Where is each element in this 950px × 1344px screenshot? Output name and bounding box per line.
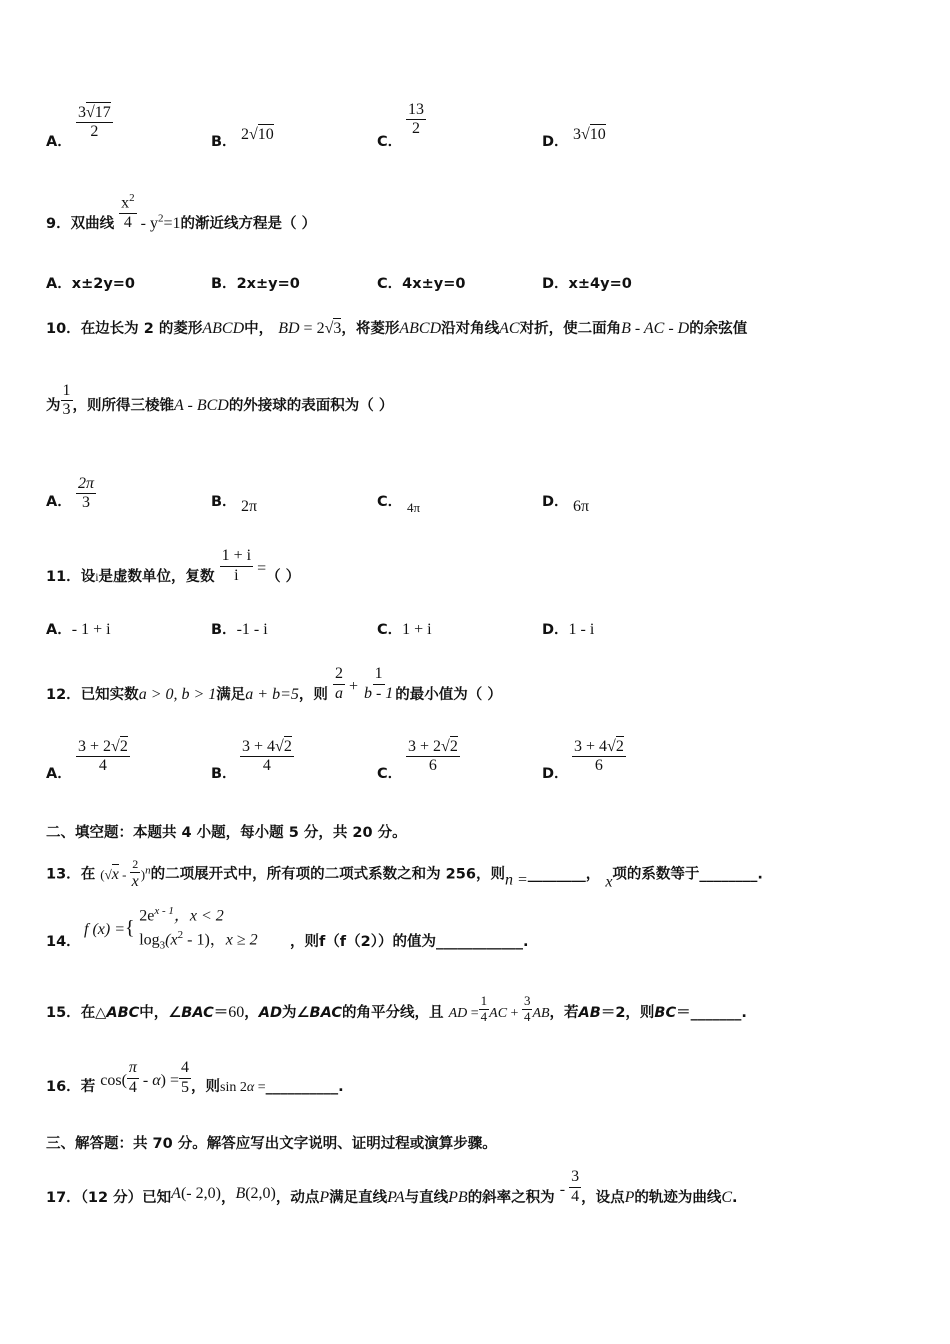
q10-option-c-label: C． <box>377 494 403 510</box>
q14-number: 14． <box>46 934 81 950</box>
section2-title: 二、填空题：本题共 4 小题，每小题 5 分，共 20 分。 <box>46 825 407 841</box>
q14-stem: ，则f（f（2））的值为____________. <box>290 934 529 950</box>
q10-option-c-value: 4π <box>407 500 421 515</box>
q11-option-b: B．-1 - i <box>211 621 268 638</box>
q9-stem: 9．双曲线 $\frac{x^2}{4}$ - $y^2=1$的渐近线方程是（ ） <box>46 191 317 232</box>
q12-option-b-label: B． <box>211 766 237 782</box>
q12-option-d-label: D． <box>542 766 569 782</box>
q10-option-b-label: B． <box>211 494 237 510</box>
q8-option-a-value <box>76 104 113 142</box>
q8-option-a-fraction: $\frac{3√17}{2}$ <box>78 104 111 141</box>
q9-option-b: B．2x±y=0 <box>211 276 300 292</box>
q9-number: 9． <box>46 216 71 232</box>
q8-option-c-value: $\frac{13}{2}$ <box>408 101 424 138</box>
q13-stem: 13．在 (√x - $\frac{2}{x}$ )$^n$的二项展开式中，所有项的二项式系数之和为 256，则n =________， x项的系数等于________. <box>46 857 763 891</box>
q11-option-d: D．1 - i <box>542 621 595 638</box>
q10-stem-line2: 为 $\frac{1}{3}$ ，则所得三棱锥A - BCD的外接球的表面积为（ ） <box>46 382 394 419</box>
q11-option-c: C．1 + i <box>377 621 432 638</box>
q12-stem: 12．已知实数a > 0, b > 1满足a + b=5，则 $\frac{2}{a}$ + $\frac{1}{b - 1}$ 的最小值为（ ） <box>46 665 502 703</box>
q12-option-c-label: C． <box>377 766 403 782</box>
q12-option-a-value: $\frac{3 + 2√2}{4}$ <box>78 738 128 775</box>
q9-formula: $\frac{x^2}{4}$ <box>121 191 135 231</box>
q11-option-a: A．- 1 + i <box>46 621 111 638</box>
q9-stem-pre: 双曲线 <box>70 216 115 232</box>
q17-stem: 17．（12 分）已知A(- 2,0)，B(2,0)，动点P满足直线PA与直线PB的斜率之积为 - $\frac{3}{4}$ ，设点P的轨迹为曲线C. <box>46 1168 738 1206</box>
q12-option-a-label: A． <box>46 766 72 782</box>
q15-stem: 15．在△ABC中，∠BAC＝60，AD为∠BAC的角平分线，且 AD = $\frac{1}{4}$ AC + $\frac{3}{4}$ AB，若AB＝2，则BC＝_______. <box>46 992 747 1024</box>
q10-option-d-value: 6π <box>573 498 590 515</box>
q8-option-d-value: 3√10 <box>573 126 606 143</box>
q10-option-b-value: 2π <box>241 498 258 515</box>
q10-option-d-label: D． <box>542 494 569 510</box>
q8-option-b-label: B． <box>211 134 237 150</box>
q11-stem: 11．设i是虚数单位，复数 $\frac{1 + i}{i}$ =（ ） <box>46 547 301 585</box>
q9-option-d: D．x±4y=0 <box>542 276 632 292</box>
q9-option-c: C．4x±y=0 <box>377 276 466 292</box>
q14-piecewise-function: f (x) ={ $2e^{x - 1}$，x < 2 $\log_3(x^2 - 1)$，x ≥ 2 <box>84 905 258 952</box>
q8-option-a-label: A． <box>46 134 72 150</box>
q9-stem-post: 的渐近线方程是（ ） <box>180 216 317 232</box>
q8-option-c-label: C． <box>377 134 403 150</box>
section3-title: 三、解答题：共 70 分。解答应写出文字说明、证明过程或演算步骤。 <box>46 1136 497 1152</box>
q8-option-d-label: D． <box>542 134 569 150</box>
q10-stem-line1: 10．在边长为 2 的菱形ABCD中， BD = 2√3，将菱形ABCD沿对角线AC对折，使二面角B - AC - D的余弦值 <box>46 320 748 337</box>
q16-stem: 16．若 cos( $\frac{\pi}{4}$ - α) = $\frac{4}{5}$ ，则sin 2α =__________. <box>46 1059 344 1096</box>
q12-option-d-value: $\frac{3 + 4√2}{6}$ <box>574 738 624 775</box>
q8-option-b-value: 2√10 <box>241 126 274 143</box>
q10-option-a-value: $\frac{2\pi}{3}$ <box>78 475 95 512</box>
q12-option-c-value: $\frac{3 + 2√2}{6}$ <box>408 738 458 775</box>
q10-option-a-label: A． <box>46 494 72 510</box>
q12-option-b-value: $\frac{3 + 4√2}{4}$ <box>242 738 292 775</box>
q9-option-a: A．x±2y=0 <box>46 276 136 292</box>
